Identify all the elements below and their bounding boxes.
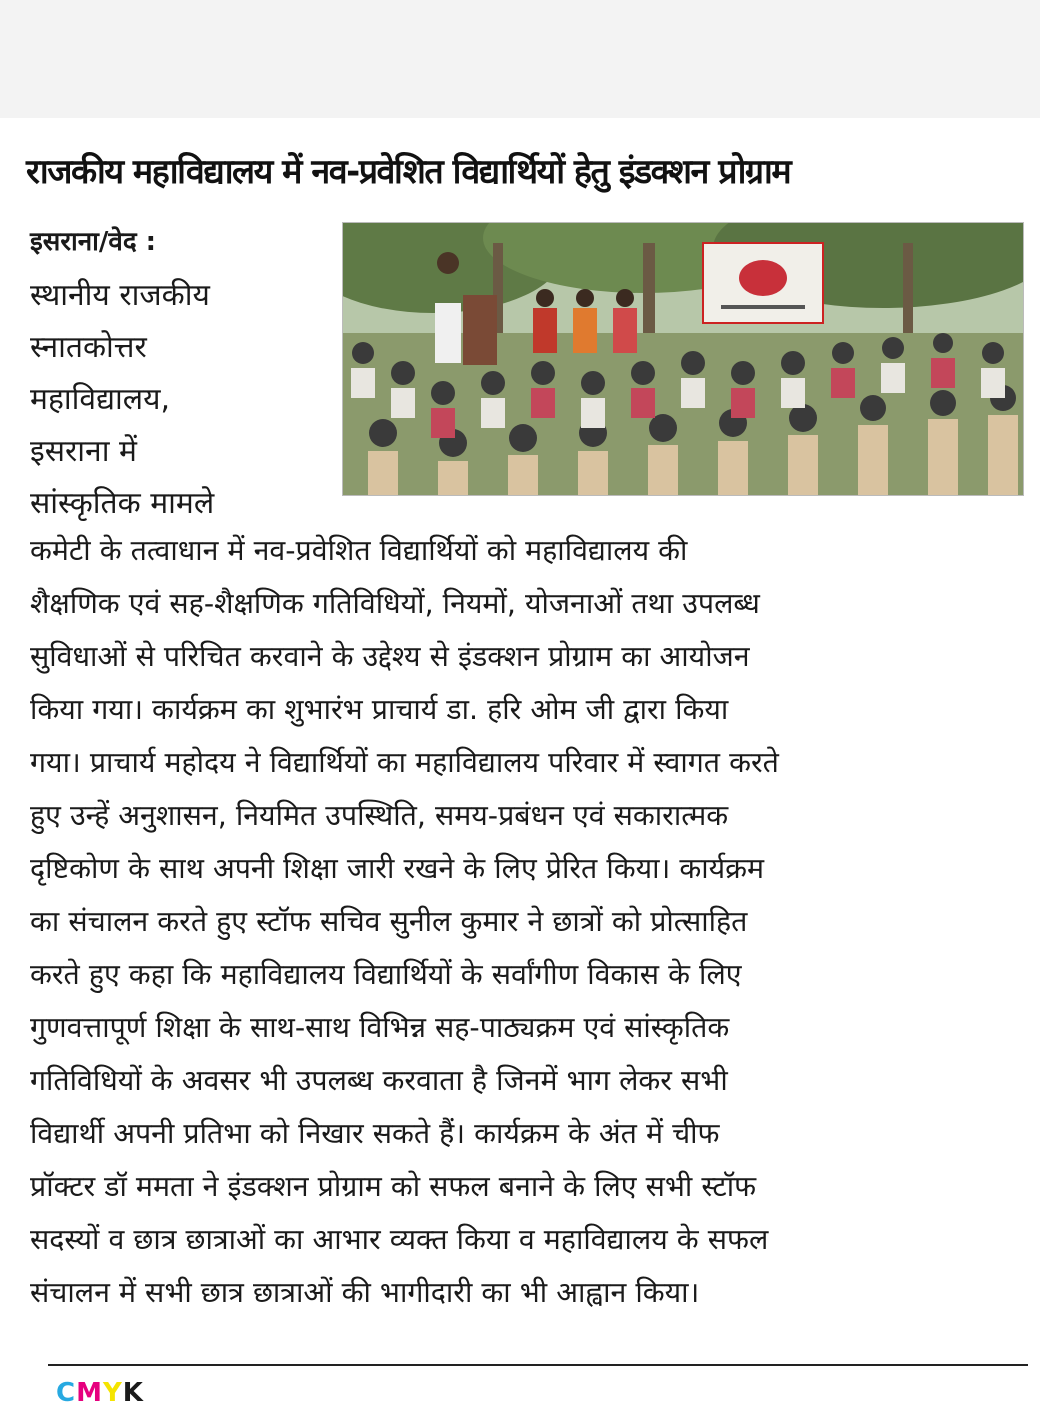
body-line: किया गया। कार्यक्रम का शुभारंभ प्राचार्य डा. हरि ओम जी द्वारा किया [30, 693, 729, 726]
bottom-rule [48, 1364, 1028, 1366]
body-line: का संचालन करते हुए स्टॉफ सचिव सुनील कुमार ने छात्रों को प्रोत्साहित [30, 905, 748, 938]
body-line: प्रॉक्टर डॉ ममता ने इंडक्शन प्रोग्राम को सफल बनाने के लिए सभी स्टॉफ [30, 1170, 757, 1203]
body-line: सदस्यों व छात्र छात्राओं का आभार व्यक्त किया व महाविद्यालय के सफल [30, 1223, 769, 1256]
body-line: गया। प्राचार्य महोदय ने विद्यार्थियों का महाविद्यालय परिवार में स्वागत करते [30, 746, 779, 779]
event-photo-icon [343, 223, 1023, 495]
body-line: सुविधाओं से परिचित करवाने के उद्देश्य से इंडक्शन प्रोग्राम का आयोजन [30, 640, 750, 673]
body-line: संचालन में सभी छात्र छात्राओं की भागीदारी का भी आह्वान किया। [30, 1276, 700, 1309]
body-line: कमेटी के तत्वाधान में नव-प्रवेशित विद्यार्थियों को महाविद्यालय की [30, 534, 688, 567]
article-dateline: इसराना/वेद : [30, 227, 157, 257]
lead-line: इसराना में [30, 434, 137, 469]
cmyk-letter-k: K [122, 1378, 144, 1408]
cmyk-letter-y: Y [102, 1378, 123, 1408]
body-line: गुणवत्तापूर्ण शिक्षा के साथ-साथ विभिन्न सह-पाठ्यक्रम एवं सांस्कृतिक [30, 1011, 730, 1044]
top-margin-band [0, 0, 1040, 118]
lead-line: स्नातकोत्तर [30, 330, 147, 365]
lead-line: सांस्कृतिक मामले [30, 486, 215, 521]
cmyk-letter-m: M [76, 1378, 103, 1408]
body-line: शैक्षणिक एवं सह-शैक्षणिक गतिविधियों, नियमों, योजनाओं तथा उपलब्ध [30, 587, 760, 620]
event-photo [342, 222, 1024, 496]
body-line: करते हुए कहा कि महाविद्यालय विद्यार्थियों के सर्वांगीण विकास के लिए [30, 958, 742, 991]
cmyk-print-mark [56, 1378, 144, 1408]
body-line: गतिविधियों के अवसर भी उपलब्ध करवाता है जिनमें भाग लेकर सभी [30, 1064, 728, 1097]
body-line: हुए उन्हें अनुशासन, नियमित उपस्थिति, समय-प्रबंधन एवं सकारात्मक [30, 799, 729, 832]
article-body [30, 524, 1030, 1319]
lead-line: महाविद्यालय, [30, 382, 171, 417]
body-line: दृष्टिकोण के साथ अपनी शिक्षा जारी रखने के लिए प्रेरित किया। कार्यक्रम [30, 852, 765, 885]
article-headline: राजकीय महाविद्यालय में नव-प्रवेशित विद्यार्थियों हेतु इंडक्शन प्रोग्राम [26, 152, 791, 192]
lead-line: स्थानीय राजकीय [30, 278, 210, 313]
body-line: विद्यार्थी अपनी प्रतिभा को निखार सकते हैं। कार्यक्रम के अंत में चीफ [30, 1117, 720, 1150]
lead-paragraph [30, 270, 330, 530]
cmyk-letter-c: C [56, 1378, 77, 1408]
